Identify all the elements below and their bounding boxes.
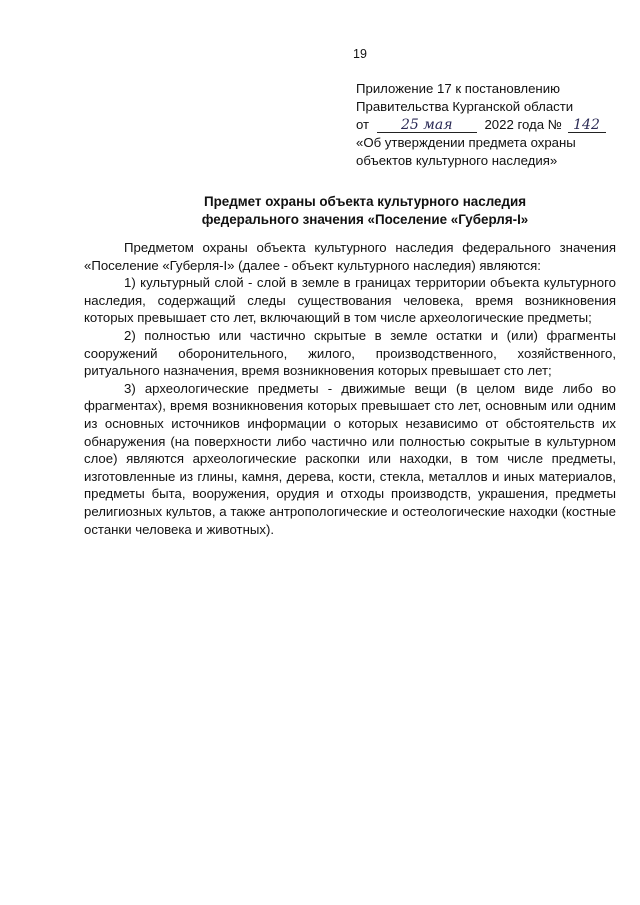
- paragraph-item-1: 1) культурный слой - слой в земле в границах территории объекта культурного наследия, содержащий следы существования человека, время возникновения которых превышает сто лет, включающий в том числе археологические предметы;: [84, 275, 616, 326]
- handwritten-date: 25 мая: [401, 117, 453, 133]
- from-label: от: [356, 117, 370, 132]
- title-line-1: Предмет охраны объекта культурного наследия: [203, 194, 527, 209]
- paragraph-intro: Предметом охраны объекта культурного наследия федерального значения «Поселение «Губерля-I» (далее - объект культурного наследия) являются:: [84, 240, 616, 273]
- page-number: 19: [353, 47, 367, 61]
- document-title: [170, 193, 560, 229]
- date-field: [377, 118, 477, 133]
- document-body: [84, 239, 616, 538]
- appendix-line-5: объектов культурного наследия»: [356, 153, 558, 168]
- title-line-2: федерального значения «Поселение «Губерля-I»: [201, 212, 529, 227]
- appendix-date-line: [356, 116, 626, 134]
- year-label: 2022 года №: [484, 117, 562, 132]
- paragraph-item-2: 2) полностью или частично скрытые в земле остатки и (или) фрагменты сооружений оборонительного, жилого, производственного, хозяйственного, ритуального назначения, время возникновения которых превышает сто лет;: [84, 327, 616, 379]
- appendix-line-1: Приложение 17 к постановлению: [356, 81, 560, 96]
- paragraph-item-3: 3) археологические предметы - движимые вещи (в целом виде либо во фрагментах), время возникновения которых превышает сто лет, основным или одним из основных источников информации о которых независимо от обстоятельств их обнаружения (на поверхности либо частично или полностью сокрытые в культурном слое) являются археологические раскопки или находки, в том числе предметы, изготовленные из глины, камня, дерева, кости, стекла, металлов и иных материалов, предметы быта, вооружения, орудия и отходы производств, украшения, предметы религиозных культов, а также антропологические и остеологические находки (костные останки человека и животных).: [84, 380, 616, 537]
- number-field: [568, 118, 606, 133]
- handwritten-number: 142: [573, 117, 600, 133]
- appendix-line-4: «Об утверждении предмета охраны: [356, 135, 576, 150]
- appendix-line-2: Правительства Курганской области: [356, 99, 574, 114]
- appendix-header: [356, 80, 626, 170]
